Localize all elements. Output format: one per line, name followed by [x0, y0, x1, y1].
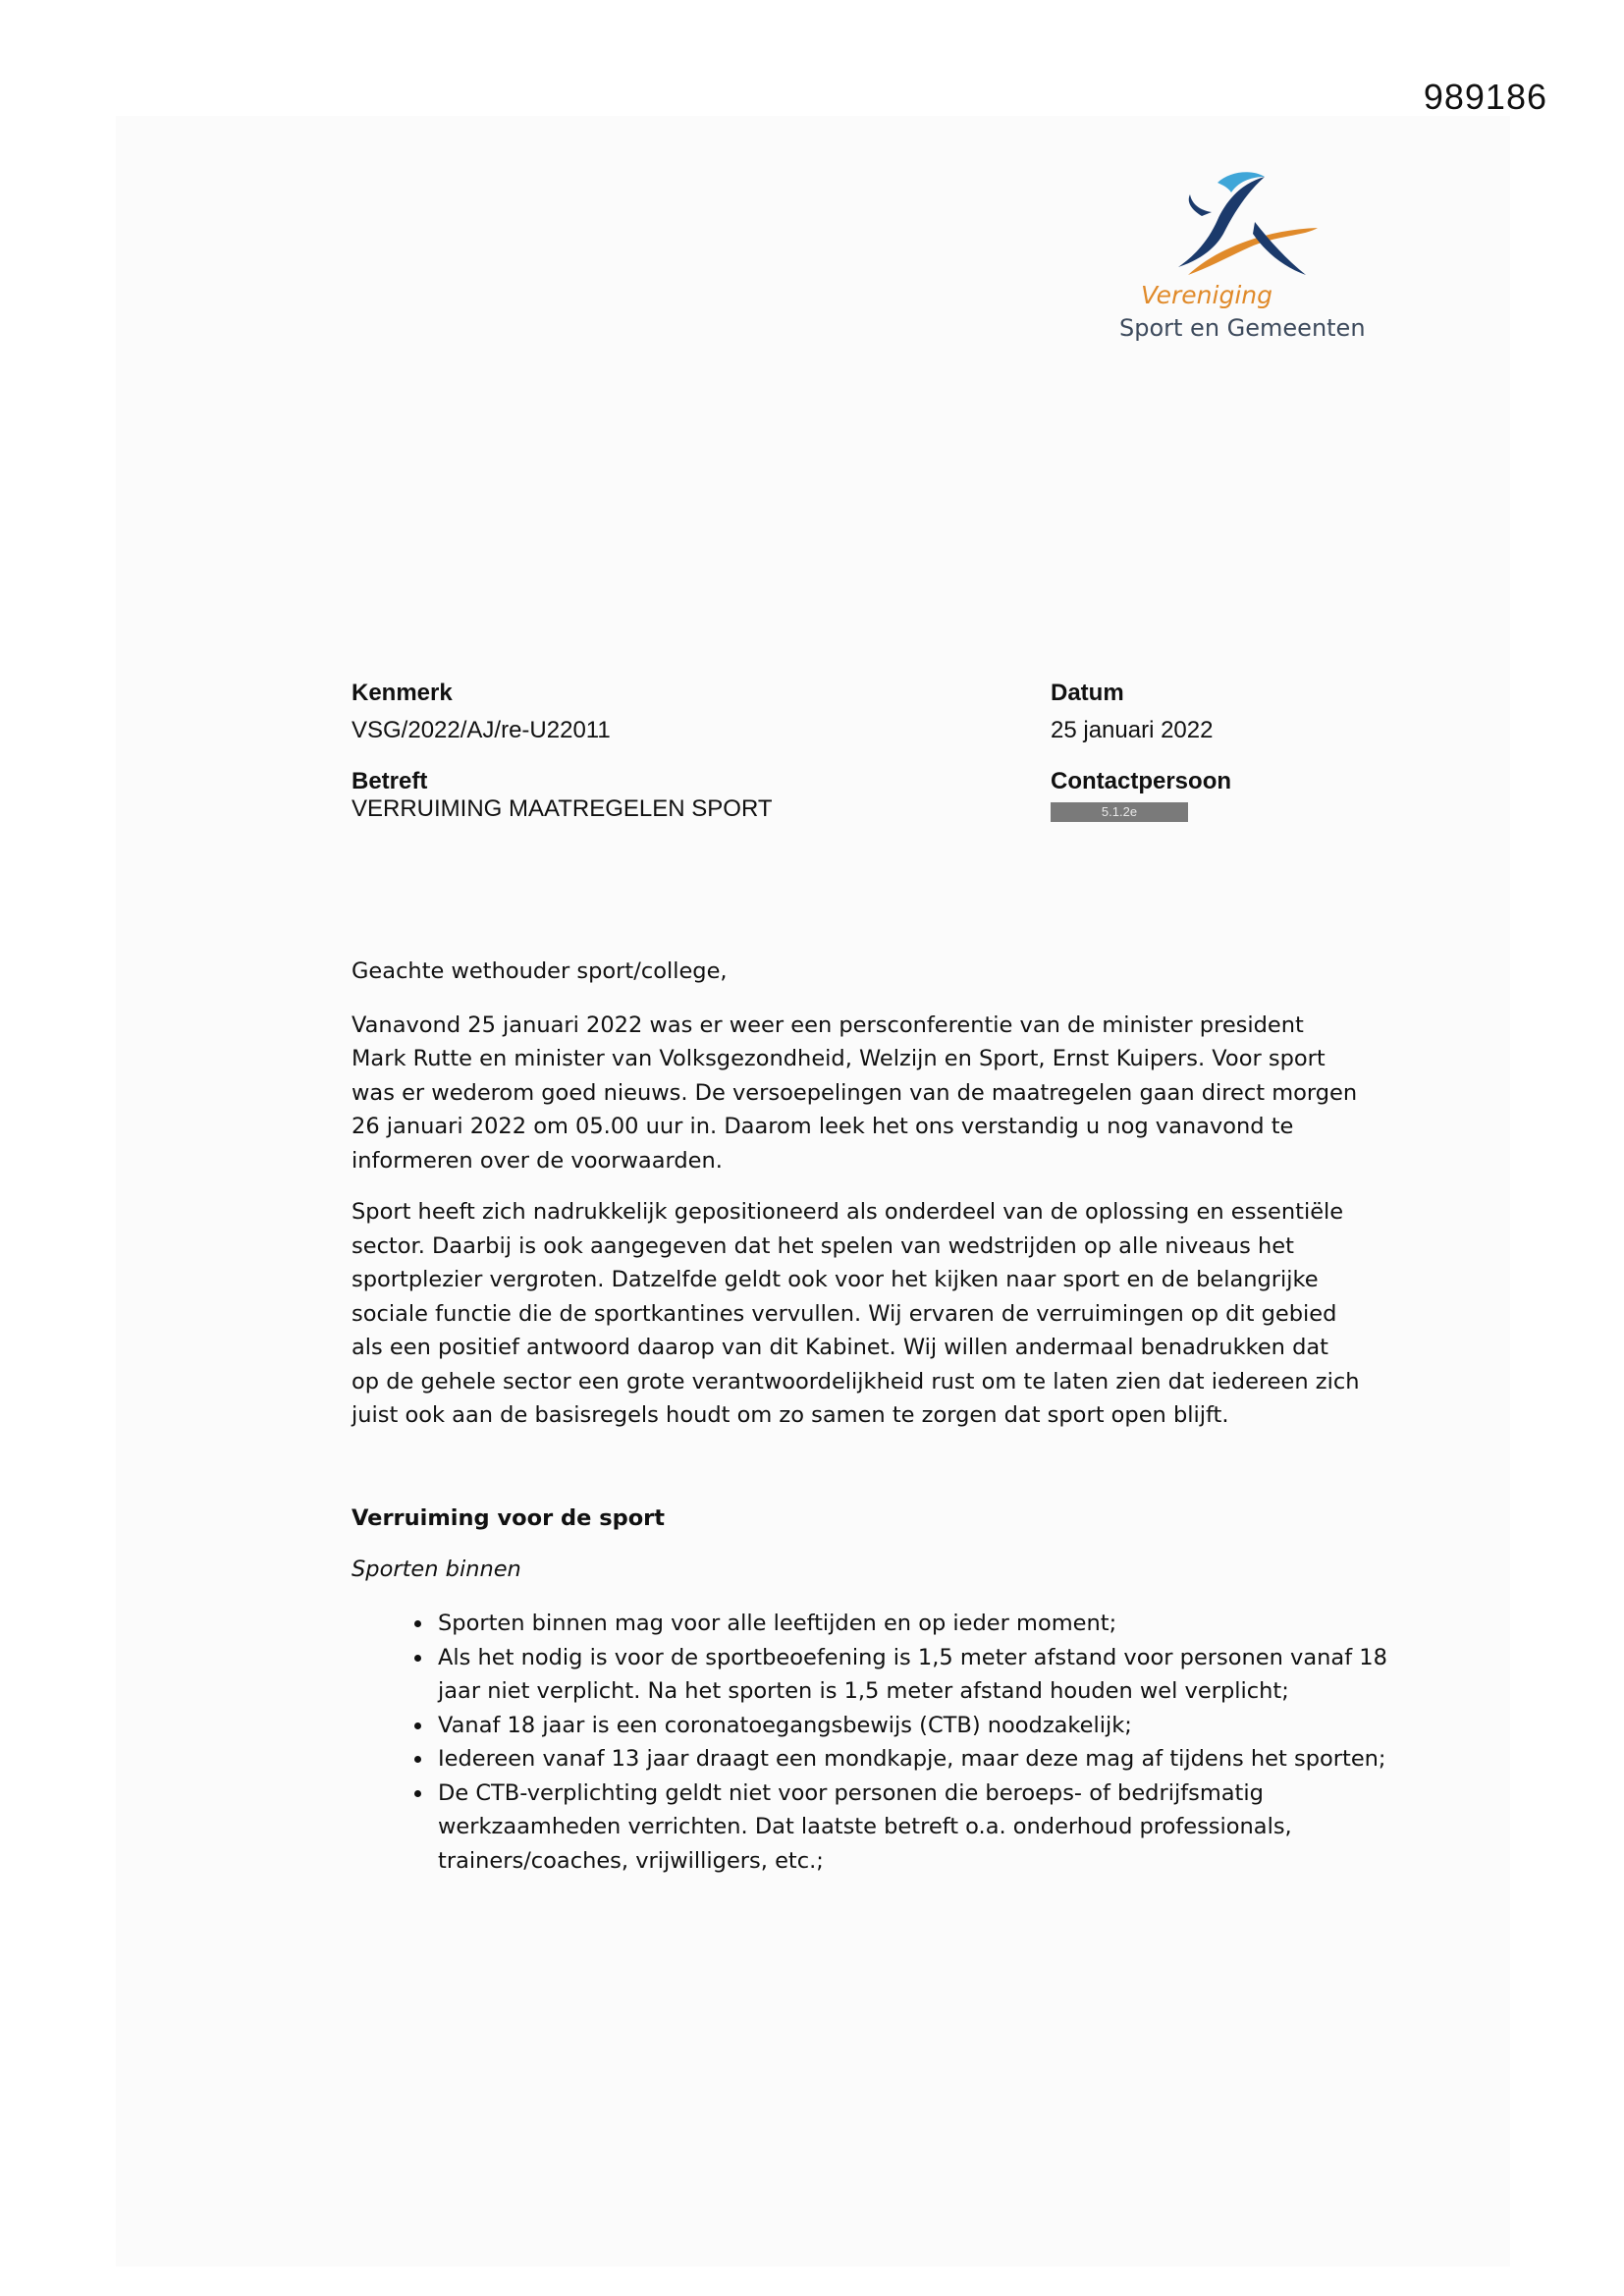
kenmerk-value: VSG/2022/AJ/re-U22011 — [352, 717, 611, 743]
contact-label: Contactpersoon — [1051, 768, 1232, 794]
kenmerk-block — [352, 680, 611, 744]
bullet-list — [393, 1607, 1406, 1878]
letter-body — [352, 955, 1363, 1587]
betreft-label: Betreft — [352, 768, 428, 794]
list-item: • Vanaf 18 jaar is een coronatoegangsbewijs (CTB) noodzakelijk; — [434, 1709, 1406, 1743]
vsg-logo-mark-icon — [1159, 165, 1335, 283]
list-item: • Als het nodig is voor de sportbeoefening is 1,5 meter afstand voor personen vanaf 18 jaar niet verplicht. Na het sporten is 1,5 meter afstand houden wel verplicht; — [434, 1641, 1406, 1709]
contact-block — [1051, 768, 1231, 823]
list-item: • De CTB-verplichting geldt niet voor personen die beroeps- of bedrijfsmatig werkzaamheden verrichten. Dat laatste betreft o.a. onderhoud professionals, trainers/coaches, vrijwilligers, etc.; — [434, 1777, 1406, 1879]
paragraph-2: Sport heeft zich nadrukkelijk gepositioneerd als onderdeel van de oplossing en essentiële sector. Daarbij is ook aangegeven dat het spelen van wedstrijden op alle niveaus het sportplezier vergroten. Datzelfde geldt ook voor het kijken naar sport en de belangrijke sociale functie die de sportkantines vervullen. Wij ervaren de verruimingen op dit gebied als een positief antwoord daarop van dit Kabinet. Wij willen andermaal benadrukken dat op de gehele sector een grote verantwoordelijkheid rust om te laten zien dat iedereen zich juist ook aan de basisregels houdt om zo samen te zorgen dat sport open blijft. — [352, 1199, 1360, 1428]
logo-line-2: Sport en Gemeenten — [1119, 314, 1366, 342]
betreft-value: VERRUIMING MAATREGELEN SPORT — [352, 795, 773, 822]
subsection-heading: Sporten binnen — [352, 1557, 521, 1582]
salutation: Geachte wethouder sport/college, — [352, 958, 728, 984]
kenmerk-label: Kenmerk — [352, 680, 453, 706]
datum-label: Datum — [1051, 680, 1124, 706]
section-heading: Verruiming voor de sport — [352, 1504, 665, 1531]
list-item: • Sporten binnen mag voor alle leeftijden en op ieder moment; — [434, 1607, 1406, 1641]
paragraph-1: Vanavond 25 januari 2022 was er weer een persconferentie van de minister president Mark Rutte en minister van Volksgezondheid, Welzijn en Sport, Ernst Kuipers. Voor sport was er wederom goed nieuws. De versoepelingen van de maatregelen gaan direct morgen 26 januari 2022 om 05.00 uur in. Daarom leek het ons verstandig u nog vanavond te informeren over de voorwaarden. — [352, 1011, 1358, 1174]
vsg-logo — [1119, 165, 1375, 352]
logo-line-1: Vereniging — [1141, 281, 1272, 309]
contact-redaction: 5.1.2e — [1051, 802, 1188, 822]
datum-value: 25 januari 2022 — [1051, 717, 1214, 743]
list-item: • Iedereen vanaf 13 jaar draagt een mondkapje, maar deze mag af tijdens het sporten; — [434, 1742, 1406, 1777]
betreft-block — [352, 768, 773, 823]
document-number: 989186 — [1423, 77, 1547, 117]
datum-block — [1051, 680, 1213, 744]
